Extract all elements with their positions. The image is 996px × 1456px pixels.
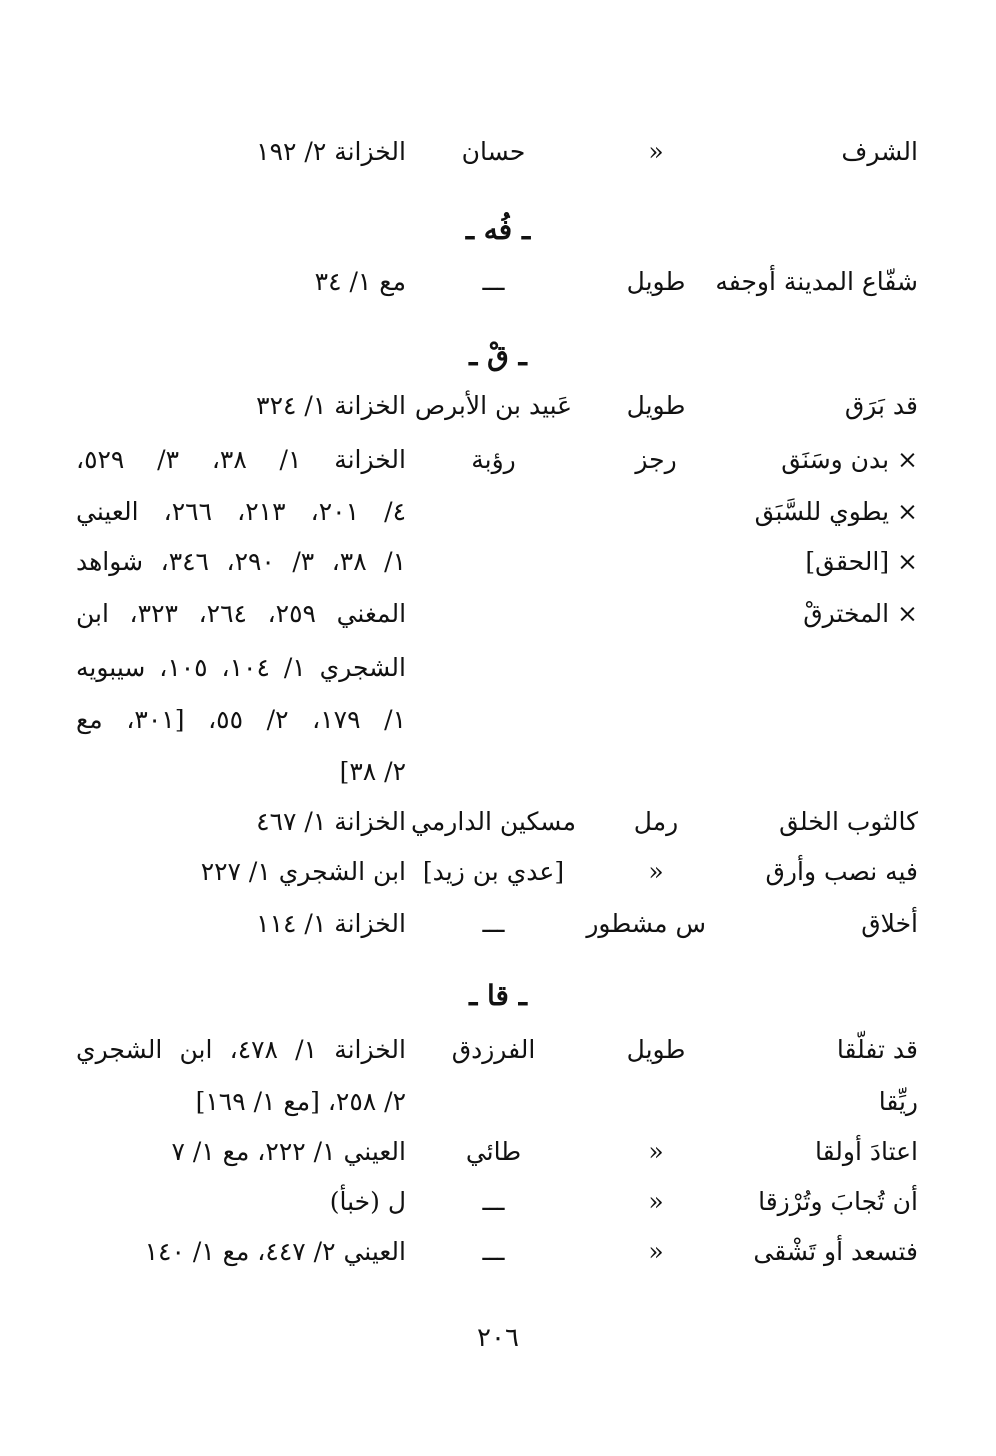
- rhyme-word: قد بَرَق: [844, 391, 918, 420]
- table-row: [0, 1076, 996, 1128]
- poet: ـــ: [482, 267, 505, 296]
- poet: مسكين الدارمي: [411, 807, 576, 836]
- table-row: [0, 486, 996, 538]
- poet: ـــ: [482, 1237, 505, 1266]
- table-row: [0, 746, 996, 798]
- meter: رمل: [633, 807, 679, 836]
- meter: طويل: [626, 391, 686, 420]
- rhyme-word: × يطوي للسَّبَق: [754, 497, 918, 526]
- source: ل (خبأ): [329, 1187, 406, 1216]
- table-row: [0, 434, 996, 486]
- table-row: [0, 694, 996, 746]
- table-row: [0, 1226, 996, 1278]
- meter: «: [648, 137, 664, 166]
- table-row: [0, 536, 996, 588]
- rhyme-word: × [الحقق]: [805, 547, 918, 576]
- rhyme-word: قد تفلّقا: [836, 1035, 918, 1064]
- source: ٢/ ٣٨]: [339, 757, 406, 786]
- source: مع ١/ ٣٤: [314, 267, 406, 296]
- rhyme-word: أخلاق: [861, 909, 918, 938]
- meter: س مشطور: [586, 909, 706, 938]
- poet: [عدي بن زيد]: [422, 857, 565, 886]
- source: الخزانة ١/ ٤٦٧: [256, 807, 406, 836]
- table-row: [0, 642, 996, 694]
- source: ٢/ ٢٥٨، [مع ١/ ١٦٩]: [195, 1087, 406, 1116]
- table-row: [0, 256, 996, 308]
- poet: ـــ: [482, 1187, 505, 1216]
- section-heading-qa: ـ قا ـ: [469, 979, 527, 1012]
- source: العيني ١/ ٢٢٢، مع ١/ ٧: [171, 1137, 406, 1166]
- table-row: [0, 1024, 996, 1076]
- source: الخزانة ١/ ٤٧٨، ابن الشجري: [76, 1035, 406, 1064]
- section-heading-fuh: ـ فُه ـ: [465, 213, 531, 246]
- table-row: [0, 126, 996, 178]
- source: ١/ ٣٨، ٣/ ٢٩٠، ٣٤٦، شواهد: [76, 547, 407, 576]
- meter: طويل: [626, 1035, 686, 1064]
- rhyme-word: كالثوب الخلق: [779, 807, 918, 836]
- source: الخزانة ١/ ٣٢٤: [256, 391, 406, 420]
- source: العيني ٢/ ٤٤٧، مع ١/ ١٤٠: [144, 1237, 406, 1266]
- rhyme-word: فتسعد أو تَشْقى: [753, 1237, 918, 1266]
- rhyme-word: أن تُجابَ وتُرْزقا: [758, 1187, 918, 1216]
- source: الشجري ١/ ١٠٤، ١٠٥، سيبويه: [76, 653, 406, 682]
- page-number: ٢٠٦: [477, 1323, 519, 1353]
- rhyme-word: × بدن وسَنَق: [781, 445, 918, 474]
- table-row: [0, 588, 996, 640]
- poet: عَبيد بن الأبرص: [414, 391, 573, 420]
- source: المغني ٢٥٩، ٢٦٤، ٣٢٣، ابن: [76, 599, 407, 628]
- rhyme-word: فيه نصب وأرق: [765, 857, 918, 886]
- rhyme-word: الشرف: [841, 137, 918, 166]
- meter: «: [648, 857, 664, 886]
- source: الخزانة ٢/ ١٩٢: [256, 137, 406, 166]
- rhyme-word: شفّاع المدينة أوجفه: [715, 267, 918, 296]
- section-heading-q: ـ قْ ـ: [469, 339, 527, 372]
- poet: طائي: [465, 1137, 522, 1166]
- rhyme-word: ريِّقا: [878, 1087, 918, 1116]
- table-row: [0, 846, 996, 898]
- poet: حسان: [461, 137, 526, 166]
- meter: «: [648, 1137, 664, 1166]
- rhyme-word: × المخترقْ: [803, 599, 918, 628]
- table-row: [0, 380, 996, 432]
- poet: رؤبة: [471, 445, 516, 474]
- meter: «: [648, 1187, 664, 1216]
- poet: الفرزدق: [451, 1035, 536, 1064]
- source: الخزانة ١/ ٣٨، ٣/ ٥٢٩،: [76, 445, 406, 474]
- source: ٤/ ٢٠١، ٢١٣، ٢٦٦، العيني: [76, 497, 406, 526]
- table-row: [0, 796, 996, 848]
- source: ١/ ١٧٩، ٢/ ٥٥، [٣٠١، مع: [76, 705, 407, 734]
- source: الخزانة ١/ ١١٤: [256, 909, 406, 938]
- meter: «: [648, 1237, 664, 1266]
- table-row: [0, 898, 996, 950]
- rhyme-word: اعتادَ أولقا: [814, 1137, 918, 1166]
- meter: رجز: [635, 445, 677, 474]
- table-row: [0, 1126, 996, 1178]
- poet: ـــ: [482, 909, 505, 938]
- source: ابن الشجري ١/ ٢٢٧: [200, 857, 406, 886]
- meter: طويل: [626, 267, 686, 296]
- table-row: [0, 1176, 996, 1228]
